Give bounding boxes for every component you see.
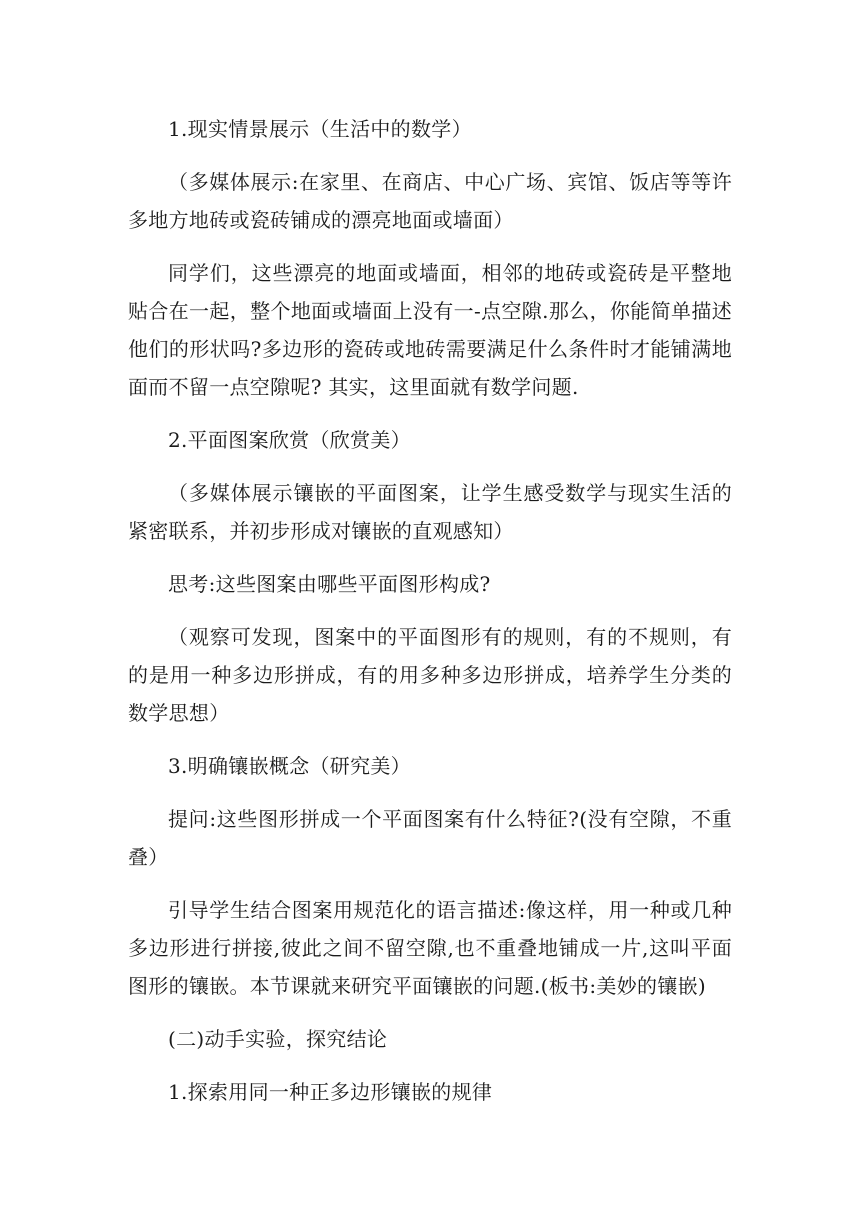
heading-real-scenario: 1.现实情景展示（生活中的数学） (168, 117, 472, 141)
paragraph-intro-question: 同学们，这些漂亮的地面或墙面，相邻的地砖或瓷砖是平整地贴合在一起，整个地面或墙面上没有一-点空隙.那么，你能简单描述他们的形状吗?多边形的瓷砖或地砖需要满足什么条件时才能铺满地面而不留一点空隙呢? 其实，这里面就有数学问题. (128, 261, 732, 399)
paragraph-question-features: 提问:这些图形拼成一个平面图案有什么特征?(没有空隙，不重叠） (128, 807, 732, 869)
heading-tessellation-concept: 3.明确镶嵌概念（研究美） (168, 754, 411, 778)
heading-hands-on-experiment: (二)动手实验，探究结论 (168, 1027, 388, 1051)
document-body (128, 110, 732, 1126)
paragraph-think-question: 思考:这些图案由哪些平面图形构成? (168, 572, 491, 596)
heading-explore-regular-polygon: 1.探索用同一种正多边形镶嵌的规律 (168, 1080, 493, 1104)
paragraph-multimedia-patterns: （多媒体展示镶嵌的平面图案，让学生感受数学与现实生活的紧密联系，并初步形成对镶嵌的直观感知） (128, 481, 732, 543)
paragraph-definition: 引导学生结合图案用规范化的语言描述:像这样，用一种或几种多边形进行拼接,彼此之间不留空隙,也不重叠地铺成一片,这叫平面图形的镶嵌。本节课就来研究平面镶嵌的问题.(板书:美妙的镶嵌) (128, 898, 732, 998)
heading-pattern-appreciation: 2.平面图案欣赏（欣赏美） (168, 428, 411, 452)
paragraph-observation: （观察可发现，图案中的平面图形有的规则，有的不规则，有的是用一种多边形拼成，有的用多种多边形拼成，培养学生分类的数学思想） (128, 625, 732, 725)
paragraph-multimedia-scenes: （多媒体展示:在家里、在商店、中心广场、宾馆、饭店等等许多地方地砖或瓷砖铺成的漂亮地面或墙面） (128, 170, 732, 232)
